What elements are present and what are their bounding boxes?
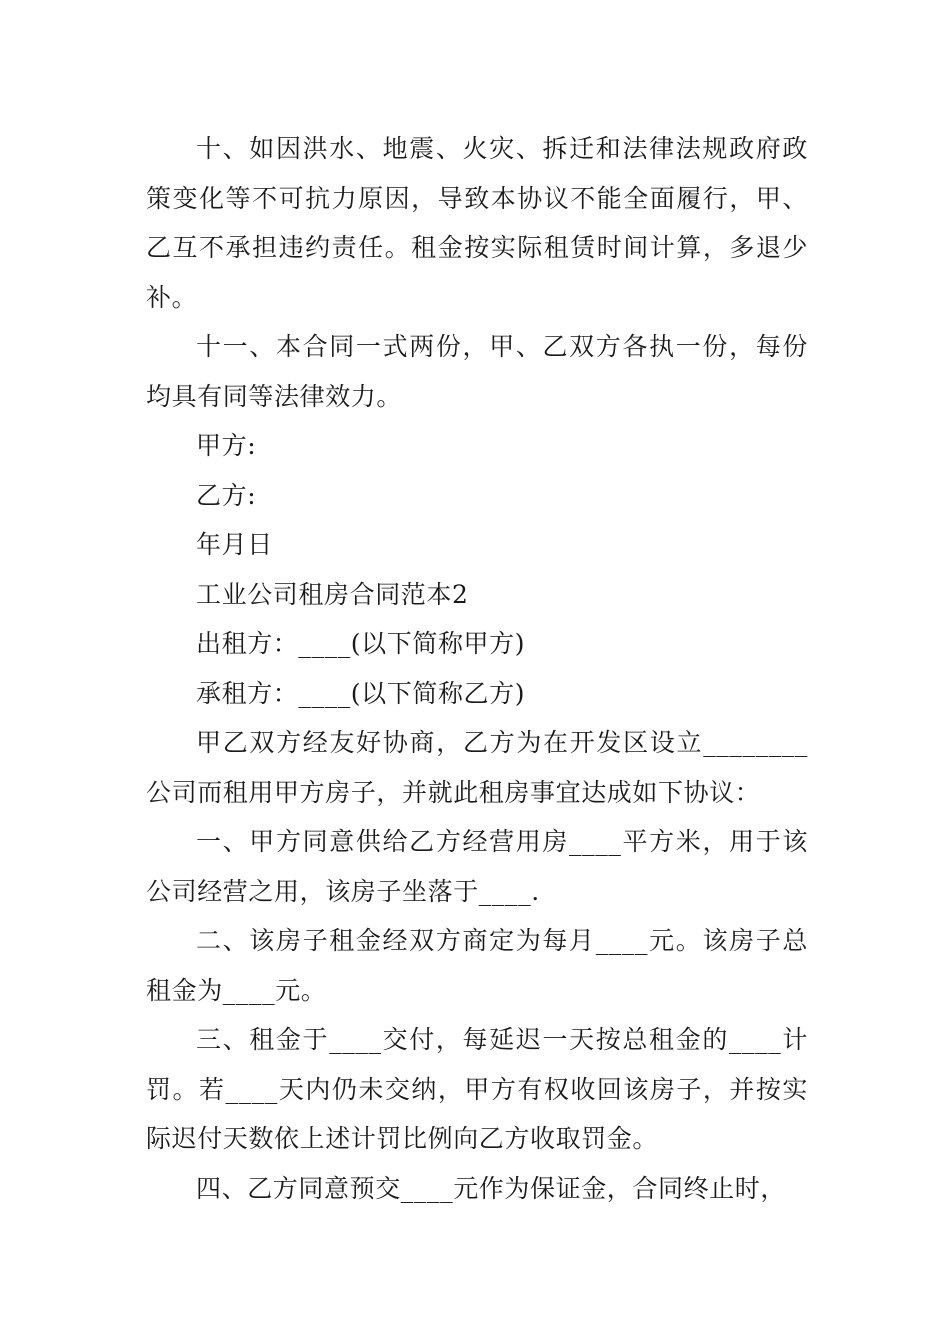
clause-one: 一、甲方同意供给乙方经营用房____平方米，用于该公司经营之用，该房子坐落于____. bbox=[146, 827, 808, 906]
clause-two: 二、该房子租金经双方商定为每月____元。该房子总租金为____元。 bbox=[146, 926, 808, 1005]
section-title: 工业公司租房合同范本2 bbox=[196, 579, 469, 609]
document-body bbox=[146, 124, 808, 1213]
party-b-signature-line: 乙方: bbox=[196, 480, 257, 510]
clause-three: 三、租金于____交付，每延迟一天按总租金的____计罚。若____天内仍未交纳，甲方有权收回该房子，并按实际迟付天数依上述计罚比例向乙方收取罚金。 bbox=[146, 1025, 808, 1153]
preamble: 甲乙双方经友好协商，乙方为在开发区设立________公司而租用甲方房子，并就此租房事宜达成如下协议： bbox=[146, 728, 808, 807]
clause-four: 四、乙方同意预交____元作为保证金，合同终止时， bbox=[196, 1173, 787, 1203]
clause-eleven: 十一、本合同一式两份，甲、乙双方各执一份，每份均具有同等法律效力。 bbox=[146, 332, 808, 411]
clause-ten: 十、如因洪水、地震、火灾、拆迁和法律法规政府政策变化等不可抗力原因，导致本协议不能全面履行，甲、乙互不承担违约责任。租金按实际租赁时间计算，多退少补。 bbox=[146, 134, 808, 312]
lessor-line: 出租方：____(以下简称甲方) bbox=[196, 629, 526, 658]
lessee-line: 承租方：____(以下简称乙方) bbox=[196, 678, 526, 708]
date-line: 年月日 bbox=[196, 530, 273, 559]
party-a-signature-line: 甲方: bbox=[196, 431, 257, 460]
